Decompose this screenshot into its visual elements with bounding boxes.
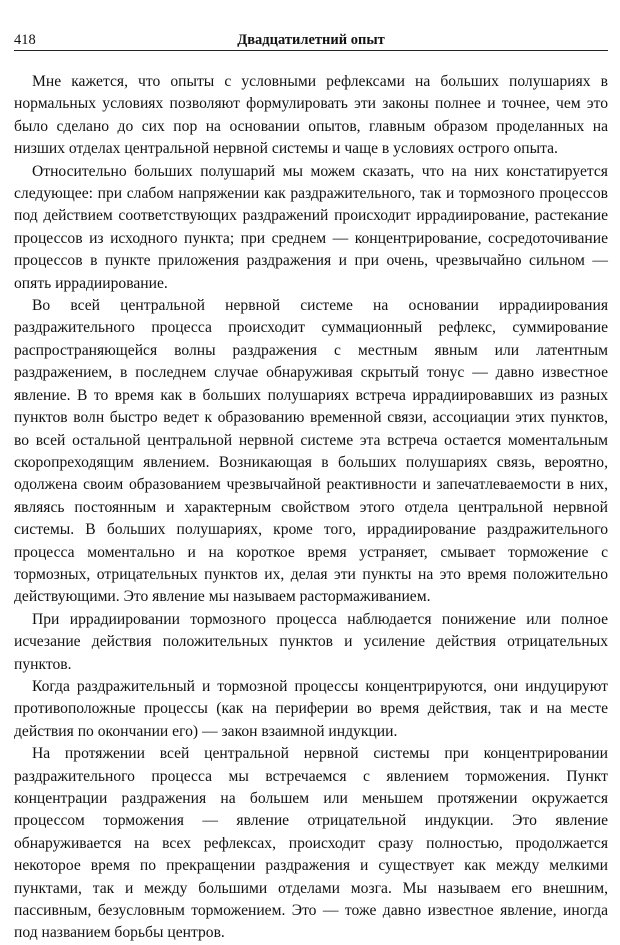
paragraph-6: На протяжении всей центральной нервной системы при концентрировании раздражительного процесса мы встречаемся с явлением торможения. Пункт концентрации раздражения на большем или меньшем протяжении окружается процессом торможения — явление отрицательной индукции. Это явление обнаруживается на всех рефлексах, происходит сразу полностью, продолжается некоторое время по прекращении раздражения и существует как между мелкими пунктами, так и между большими отделами мозга. Мы называем его внешним, пассивным, безусловным торможением. Это — тоже давно известное явление, иногда под названием борьбы центров. [14,745,608,942]
paragraph-4: При иррадиировании тормозного процесса наблюдается понижение или полное исчезание действия положительных пунктов и усиление действия отрицательных пунктов. [14,610,608,673]
page-number: 418 [14,32,36,48]
paragraph-2: Относительно больших полушарий мы можем сказать, что на них констатируется следующее: при слабом напряжении как раздражительного, так и тормозного процессов под действием соответствующих раздражений происходит иррадиирование, растекание процессов из исходного пункта; при среднем — концентрирование, сосредоточивание процессов в пункте приложения раздражения и при очень, чрезвычайно сильном — опять иррадиирование. [14,162,608,292]
paragraph-3: Во всей центральной нервной системе на основании иррадиирования раздражительного процесса происходит суммационный рефлекс, суммирование распространяющейся волны раздражения с местным явным или латентным раздражением, в последнем случае обнаруживая скрытый тонус — давно известное явление. В то время как в больших полушариях встреча иррадиировавших из разных пунктов волн быстро ведет к образованию временной связи, ассоциации этих пунктов, во всей остальной центральной нервной системе эта встреча остается моментальным скоропреходящим явлением. Возникающая в больших полушариях связь, вероятно, одолжена своим образованием чрезвычайной реактивности и запечатлеваемости в них, являясь постоянным и характерным свойством этого отдела центральной нервной системы. В больших полушариях, кроме того, иррадиирование раздражительного процесса моментально и на короткое время устраняет, смывает торможение с тормозных, отрицательных пунктов их, делая эти пункты на это время положительно действующими. Это явление мы называем растормаживанием. [14,297,608,606]
running-title: Двадцатилетний опыт [237,32,385,48]
body-text [14,71,608,945]
paragraph-1: Мне кажется, что опыты с условными рефлексами на больших полушариях в нормальных условиях позволяют формулировать эти законы полнее и точнее, чем это было сделано до сих пор на основании опытов, главным образом проделанных на низших отделах центральной нервной системы и чаще в условиях острого опыта. [14,73,608,158]
running-header [14,30,608,51]
paragraph-5: Когда раздражительный и тормозной процессы концентрируются, они индуцируют противоположные процессы (как на периферии во время действия, так и на месте действия по окончании его) — закон взаимной индукции. [14,677,608,740]
